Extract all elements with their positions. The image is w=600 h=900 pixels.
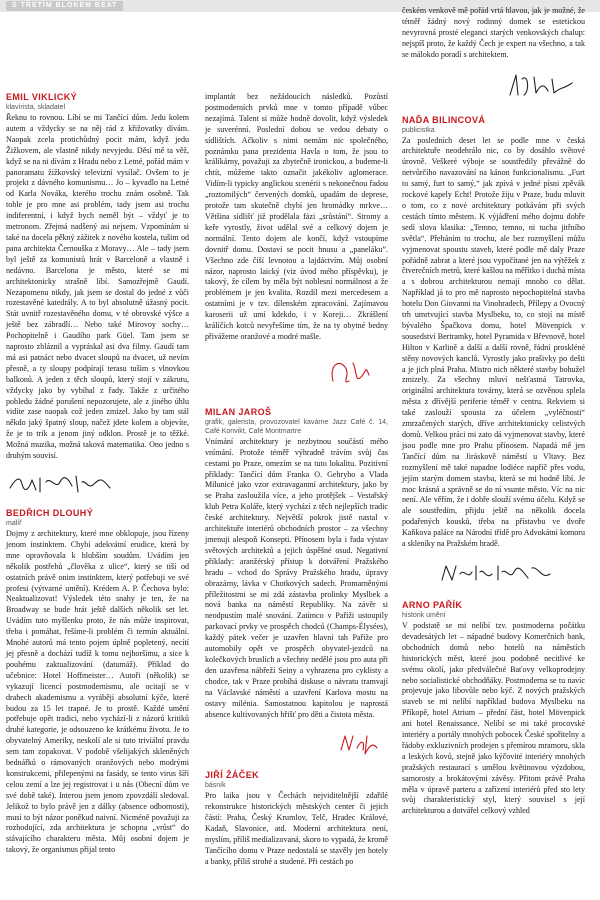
- signature-zacek: [402, 69, 585, 103]
- running-header-label: S TŘETÍM BLOKEM BEAT: [6, 1, 123, 11]
- signature-bilincova: [402, 558, 585, 588]
- article-text: Řeknu to rovnou. Líbí se mi Tančící dům. Jedu kolem autem a vždycky se na něj rád z křižovatky dívám. Naopak zcela protichůdný pocit mám, když jedu Žižkovem, ale vlastně nikdy nevyjedu. Děsí mě ta věž, když se na ni dívám z Hradu nebo z Letné, pořád mám v panoramatu žižkovský televizní vysílač. Ovšem to je projekt z dávného komunismu… Jo – kyvadlo na Letné od Karla Nováka, kterého trochu znám osobně. Tak tohle je pro mne asi problém, tady jsem asi trochu indiferentní, i když bych neměl být – vždyť je to metronom. Zřejmá nadšený asi nejsem. Vzpomínám si také na docela pěkný zážitek z nového kostela, tušim od pana architekta Černouška z Moravy… Ale – tady jsem byl ještě za komunistů hrát v Barceloně a vlastně i nedávno. Barcelona je město, které se mi architektonicky strašně líbí. Samozřejmě Gaudí. Nezapomenu nikdy, jak jsem se dostal do jedné z vůči rozestavěné katedrály. A to byl absolutně úžasný pocit. Stát uvnitř rozestavěného domu, v té obrovské výšce a ještě bez zábradlí… Nebo také Mirovoy sochy… Pochopitelně i Gaudího park Güel. Tam jsem se naprosto zbláznil a vypráskal asi dva filmy. Gaudí tam má asi patnáct nebo dvacet sloupů na dvacet, už nevím přesně, a ty sloupy podpírají terasu tušim s vlnovkou balkonů. A jeden z těch sloupů, který stojí v zákrutu, vždycky jako by vybíhal z řady. Takže z určitého pohledu žádné porušení nepozorujete, ale z jiného úhlu vidíte zase naopak což jeden zmizel. Jako by tam stál někdo jaký špatný sloup, načež jdete kolem a objevíte, že je to trik a jenom jiný odklon. Prostě je to těžké. Možná muzika, možná taková matematika. Ono jedno s druhým souvisí.: [6, 113, 189, 461]
- article-text: Za posledních deset let se podle mne v česká architektuře neodehrálo nic, co by dosáhlo světové úrovně. Veškeré výboje se soustředily převážně do netvůrčího navazování na kánon funkcionalismu. „Furt to samý, furt to samý,“ jak zpívá v jedné písni zpěvák rockové kapely Echt! Protože žiju v Praze, budu mluvit o tom, co z nové architektury potkávám při svých cestách tímto městem. K výjádření mého dojmu dobře sedí slova klasika: „Temno, temno, ni tucha jitřního světla“. Přeháním to trochu, ale bez rozmyšlení můžu vyjmenovat spoustu staveb, které podle mě daly Praze pořádně zabrat a které jsou vypočítané jen na výtěžek z čtverečních metrů, které kašlou na měřítko i duchá místa a s dobrou architekturou nemají mnoho co dělat. Například já to pro mě naprosto nepochopitelná stavba hotelu Don Giovanni na Vinohradech, Přílepy a Ovocný trh umrtvující stavba Myslbeku, to, co stojí na místě bývalého Špačkova domu, hotel Mövenpick v sousedství Bertramky, hotel Pyramida v Břevnově, hotel Hilton v Karlině a další a další rovně, řádní proskléné stěny novových kanclů. Vyrostly jako prašivky po dešti a je jich plná Praha. Mistro nich některé stavby bohužel zmizely. Za všechny mluví nešťastná Tatrovka, originální architektura továrny, která se ozvěnou splela města z dřívější periferie téměř v centru. Rekviem si také zaslouží spousta za účelem „vyléčnosti“ zmrzačených starých, dříve architektonicky celistvých domů. Velkou práci mi zato dá vyjmenovat stavby, které jsou podle mne pro Prahu přínosem. Napadá mě jen Tančící dům na Jiráskově náměstí u Vltavy. Bez rozmyšlení mě také napadne lodiéce napříč přes vodu, jejím starým domem stavba, která se mi hodně líbí. Je moc krásná a správně se do ní vsunte město. Víc na nic není. Ale věřím, že i dobře slouží svému účelu. Když se ale soustředím, přijdu ještě na několik docela podařených kousků, třeba na přístavbu ve dvoře Kaňkova paláce na Národní třídě pro Advokátní komoru a skleníky na Pražském hradě.: [402, 135, 585, 549]
- article-text-continued: českém venkově mě pořád vrtá hlavou, jak je možné, že téměř žádný nový rodinný domek se estetickou nevyrovná prosté eleganci starých venkovských chalup: nejspíš proto, že každý Čech je expert na všechno, a tak se málokdo poradí s architektem.: [402, 6, 585, 59]
- author-role: básník: [205, 782, 226, 790]
- column-1: [6, 92, 189, 856]
- column-3: [402, 6, 585, 817]
- author-name: MILAN JAROŠ: [205, 406, 272, 417]
- author-name: BEDŘICH DLOUHÝ: [6, 508, 94, 518]
- column-2: [205, 92, 388, 868]
- signature-viklicky: [6, 470, 116, 496]
- author-name: ARNO PAŘÍK: [402, 599, 463, 610]
- author-role: historik umění: [402, 611, 446, 619]
- author-name: JIŘÍ ŽÁČEK: [205, 770, 260, 781]
- article-text-continued: implantát bez nežádoucích následků. Pozůstí postmoderních prvků mne v tomto případě vůbec nezajímá. Talent si může hodně dovolit, když výsledek je suverénní. Poslední dobou se vedou debaty o sídlištích. Ačkoliv s nimi nemám nic společného, poznámku pana prezidenta Havla o tom, že jsou to králíkárny, považuji za zbytečně ironickou, a budeme-li chtít, můžeme takto označit jakékoliv aglomerace. Vidím-li typicky anglickou scenérii s nekonečnou řadou „roztomilých“ červených domků, upadám do deprese, protože tam skutečně chybí jen hromádky mrkve… Většina sídlišť již prodělala fázi „srůstání“. Stromy a keře vyrostly, život udělal své a celkový dojem je normální. Tento dojem ale končí, když vstoupíme dovnitř domu. Dostaví se pocit hnusu a „panelákuˮ. Všechno zde čiší levnotou a lajdáctvím. Můj osobní názor, naprosto laický (viz úvod mého příspěvku), je takový, že cílem by měla být noblesní normálnost a že problémem je jen kvalita. Rozdíl mezi mercedesem a ostatními je v tzv. dílenském zpracování. Zajímavou karoserii už umí kdekdo, i v Koreji… Zkrášlení králíčích kotců nevyřešíme tím, že na ty obytné bedny přivážeme oranžové a modré mašle.: [205, 92, 388, 341]
- article-text: Dojmy z architektury, které mne obklopuje, jsou řízeny jenom instinktem. Chybí adekvátní erudice, která by mne opravňovala k hlubším soudům. Uvádím jen několik postřehů „člověka z ulice“, který se tiší od ostatních právě onim instinktem, který potřebuji ve své profesi (výtvarné umění). Krédem A. P. Čechova bylo: Neaktualizovat! Výsledek této snahy je ten, že na Broadway se bude hrát ještě dalších několik set let. Uvádím tuto myšlenku proto, že nás může inspirovat, třeba i pomáhat, řešíme-li problém či termín aktuální. Mnohé autorů má tento pojem úplně popletený, necítí jej přesně a dochází tudíž k tomu nejhoršímu, a sice k pouhému zaktualizování (datumáž). Příklad do učebnice: Hotel Hoffmeister… Autoři (několik) se vykazují licencí postmodernismu, ale ocitají se v drahech akademismu a vyrábějí absolutní kýče, které budou za 15 let trapné. Je to prostě. Každé umění potřebuje opět tradici, nebo vychází-li z názorů kritiků druhé kategorie, je odsouzeno ke krátkému životu. Je to obyvatelný Ameriky, neskolí ale si tuto triviální pravdu sem tam zopakovat. V podobě všelijakých skleněných bednářků o rámovaných oranžových nebo modrými konstrukcemi, přilepenými na fasády, se tento virus šíří celou zemí a lze jej registrovat i u nás (Obecní dům ve své době také). Interou jsem jenom zpovzdálí sledoval. Jelikož to bylo právě jen z dálky (absence odbornosti), musí to být názor poněkud naivní. Nicméně považuji za rozhodující, zda architektura je schopna „vrůst“ do stávajícího charakteru města. Můj osobní dojem je takový, že organismus přijal tento: [6, 529, 189, 855]
- author-name: NAĎA BILINCOVÁ: [402, 114, 486, 125]
- article-text: V podstatě se mi nelíbí tzv. postmoderna počátku devadesátých let – nápadné budovy Komerčních bank, obchodních domů nebo hotelů na náměstích historických měst, které jsou podobně necitlivé ke svému okolí, jako předválečné Baťovy velkoprodejny nebo socialistické obchodňáky. Postmoderna se tu navíc projevuje jako libovůle nebo kýč. Z nových pražských staveb se mi nelíbí například budova Myslbeku na Příkopě, hotel Atrium – přední část, hotel Mövenpick ani hotel Renaissance. Nelíbí se mi také procovské interiéry a portály mnohých pobocek České spořitelny a řádoby exkluzivních prodejen s přemírou mramoru, skla a leských kovů, stejně jako kýčovité interiéry mnohých pražských restaurací s umělou květinovou výzdobou, samorosty a brokátovými závěsy. Přitom právě Praha měla v úpravě parteru a zařízení interiérů před sto lety svůj charakteristický styl, který souvisel s její architekturou a dotvářel celkový vzhled: [402, 620, 585, 816]
- author-name: EMIL VIKLICKÝ: [6, 92, 78, 102]
- author-role: publicistka: [402, 126, 435, 134]
- author-role: grafik, galerista, provozovatel kavárne Jazz Café č. 14, Café Konvikt, Café Montmartre: [205, 418, 388, 435]
- article-text: Vnímání architektury je nezbytnou součástí mého vnímání. Protože téměř výhradně trávím svůj čas cestami po Praze, omezím se na tuto lokalitu. Pozitivní příklady: Tančící dům Franka O. Gehryho a Vlada Milunicé jako vzor extravagantní architektury, jako by se Praha zasloužila více, a jeho protějšek – Vestařský klub Petra Koláře, který vychází z těch nejlepších tradic české architektury. Největší pokrok jistě nastal v architektuře interiérů obchodních prostor – za všechny jmenuji alespoň Konsepti. Přínosem byla i řada výstav světových architektů a jejich úspěšné osud. Negativní příklady: aranžérský přístup k dotváření Pražského hradu – vchod do Správy Pražského hradu, úpravy obrazárny, lávka v Chotkových sadech. Promarněnými příležitostmi se mi zdá zástavba prolinky Myslbek a nová banka na náměstí Republiky. Na závěr si neodpustím malé snování. Zatímco v Paříži ustoupily parkovací prvky ve prospěch chodců (Champs-Élysées), každý pátek večer je uzavřen hlavní tah Paříže pro automobily opět ve prospěch obyvatel-jezdců na kolečkových bruslích a všechny nedělé jsou pro auta při den uzavřena nábřeží Seiny a vyhrazena pro cyklisty a chodce, tak v Praze probíhá diskuse o návratu tramvají na Václavské náměstí a uzavření Karlova mostu na ostavy milénia. Samostatnou kapitolou je naprostá absence kultivovaných hřišť pro děti a čistota města.: [205, 436, 388, 719]
- signature-jaros: [205, 728, 388, 758]
- article-text: Pro laika jsou v Čechách nejviditelnější zdařilé rekonstrukce historických městských center či jejich částí: Praha, Český Krumlov, Telč, Hradec Králové, Kadaň, Slavonice, atd. Moderní architektura není, myslím, příliš medializovaná, skoro to vypadá, že kromě Tančícího domu v Praze nedostalá se stavěly jen hotely a banky, příliš strohé a studené. Při cestách po: [205, 791, 388, 866]
- signature-dlouhy: [205, 351, 388, 395]
- author-role: malíř: [6, 520, 22, 527]
- author-role: klavírista, skladatel: [6, 104, 66, 111]
